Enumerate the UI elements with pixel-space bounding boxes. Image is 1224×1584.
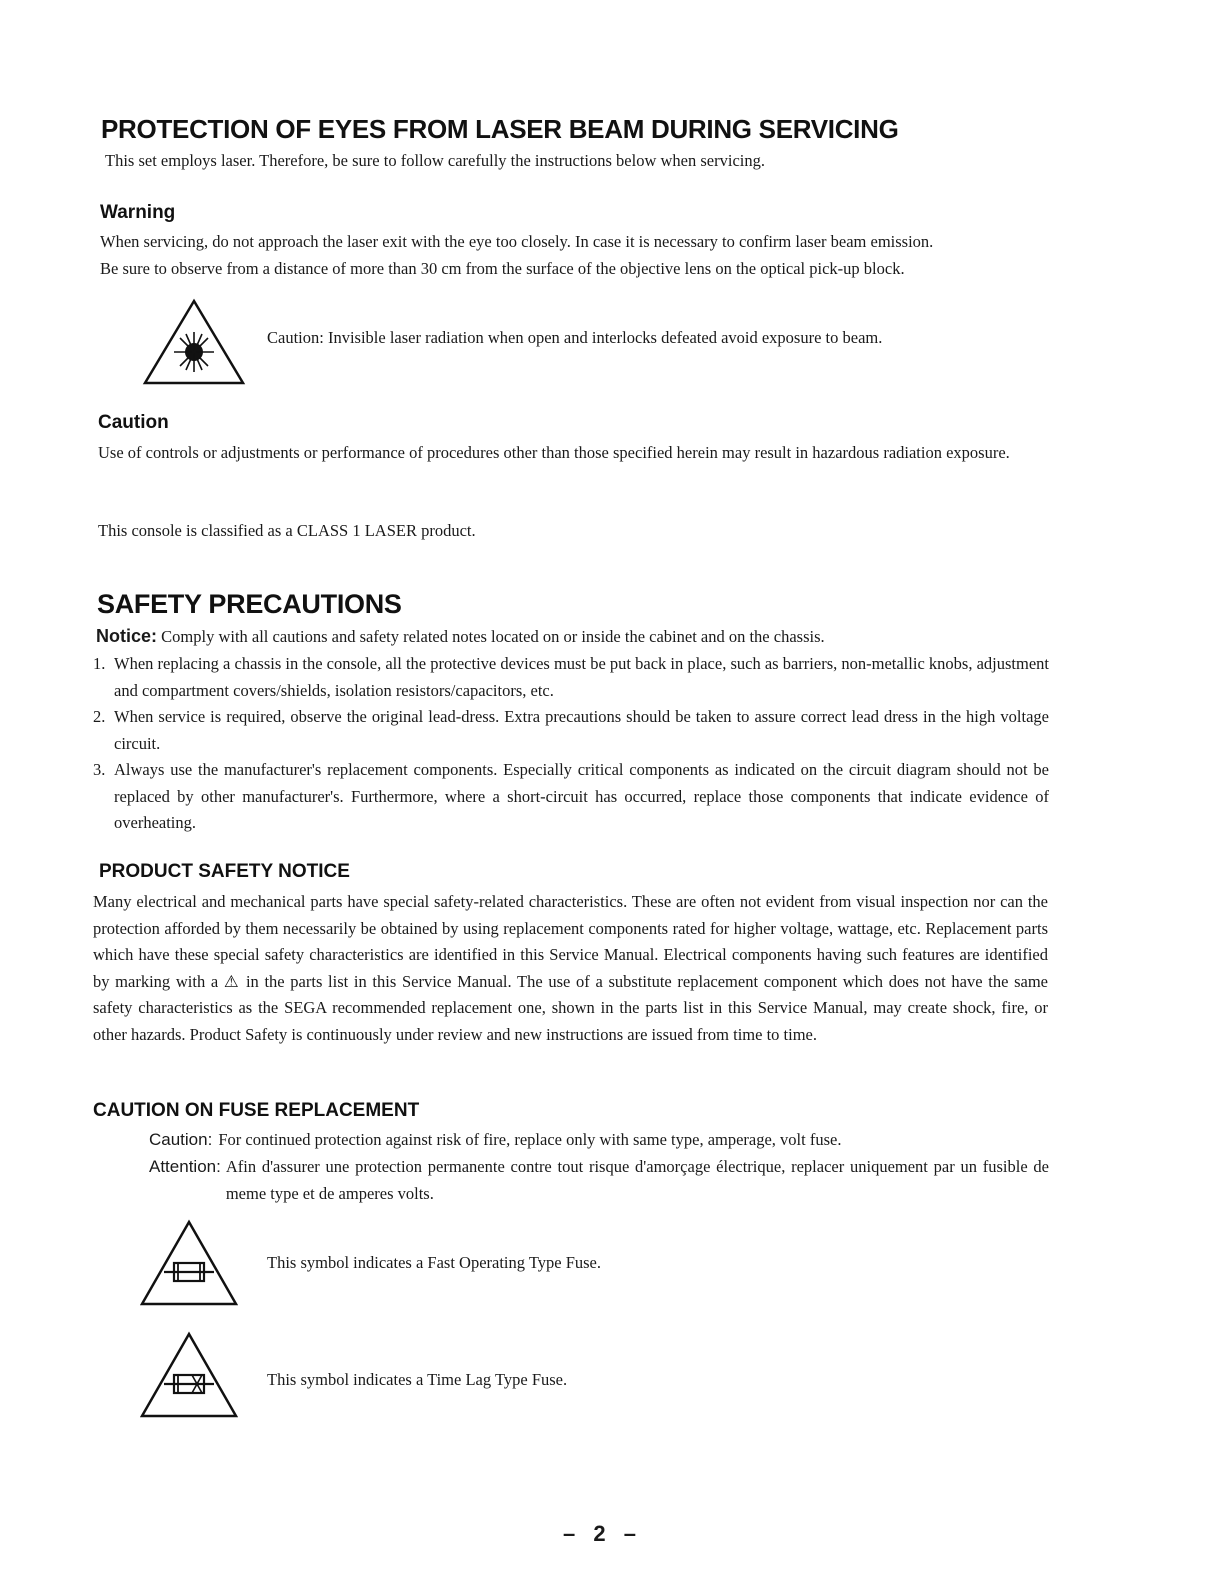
fuse-heading: CAUTION ON FUSE REPLACEMENT [93,1100,420,1121]
time-lag-fuse-icon [140,1331,238,1419]
product-safety-text-part-1: Many electrical and mechanical parts have special safety-related characteristics. These are often not evident from visual inspection nor can the protection afforded by them necessarily be obtained by using replacement components rated for higher voltage, wattage, etc. Replacement parts which have these special safety characteristics are identified in this Service Manual. Electrical components having such features are identified by marking with a [93,892,1048,991]
notice-line [96,623,1056,651]
safety-section-title: SAFETY PRECAUTIONS [97,589,402,619]
warning-heading: Warning [100,202,176,223]
caution-heading: Caution [98,412,169,433]
laser-caution-text: Caution: Invisible laser radiation when open and interlocks defeated avoid exposure to beam. [267,328,883,347]
safety-list [93,651,1049,837]
fuse-caution-label: Caution: [149,1130,213,1149]
list-item-text: Always use the manufacturer's replacement components. Especially critical components as indicated on the circuit diagram should not be replaced by other manufacturer's. Furthermore, where a short-circuit has occurred, replace those components that indicate evidence of overheating. [114,760,1049,832]
list-item-number: 1. [93,654,106,673]
list-item [93,704,1049,757]
notice-text: Comply with all cautions and safety related notes located on or inside the cabinet and on the chassis. [161,627,825,646]
list-item-number: 3. [93,760,106,779]
notice-label: Notice: [96,626,158,646]
product-safety-heading: PRODUCT SAFETY NOTICE [99,861,350,882]
warning-line-2: Be sure to observe from a distance of more than 30 cm from the surface of the objective lens on the optical pick-up block. [100,258,905,278]
list-item [93,651,1049,704]
warning-line-1: When servicing, do not approach the laser exit with the eye too closely. In case it is necessary to confirm laser beam emission. [100,232,934,251]
fuse-attention-row [149,1154,1049,1207]
list-item-text: When service is required, observe the original lead-dress. Extra precautions should be taken to assure correct lead dress in the high voltage circuit. [114,707,1049,753]
fast-fuse-text: This symbol indicates a Fast Operating Type Fuse. [267,1253,601,1272]
page-number: – 2 – [563,1521,642,1546]
fuse-caution-row [149,1127,1049,1154]
product-safety-text [93,889,1048,1048]
laser-section-title: PROTECTION OF EYES FROM LASER BEAM DURING SERVICING [101,114,899,144]
time-lag-fuse-text: This symbol indicates a Time Lag Type Fuse. [267,1370,568,1389]
warning-triangle-icon: ⚠ [223,971,241,991]
fuse-attention-label: Attention: [149,1157,221,1176]
laser-warning-icon [142,298,246,386]
fast-fuse-icon [140,1219,238,1307]
laser-intro-text: This set employs laser. Therefore, be sure to follow carefully the instructions below when servicing. [105,151,765,170]
product-safety-text-part-2: in the parts list in this Service Manual. The use of a substitute replacement component which does not have the same safety characteristics as the SEGA recommended replacement one, shown in the parts list in this Service Manual, may create shock, fire, or other hazards. Product Safety is continuously under review and new instructions are issued from time to time. [93,971,1048,1044]
warning-text [100,229,1060,282]
list-item [93,757,1049,837]
fuse-attention-text: Afin d'assurer une protection permanente contre tout risque d'amorçage électrique, replacer uniquement par un fusible de meme type et de amperes volts. [225,1157,1049,1203]
list-item-number: 2. [93,707,106,726]
fuse-caution-text: For continued protection against risk of fire, replace only with same type, amperage, volt fuse. [218,1130,842,1149]
list-item-text: When replacing a chassis in the console, all the protective devices must be put back in place, such as barriers, non-metallic knobs, adjustment and compartment covers/shields, isolation resistors/capacitors, etc. [114,654,1049,700]
class-1-laser-text: This console is classified as a CLASS 1 LASER product. [98,521,476,540]
caution-text: Use of controls or adjustments or performance of procedures other than those specified herein may result in hazardous radiation exposure. [98,443,1010,462]
